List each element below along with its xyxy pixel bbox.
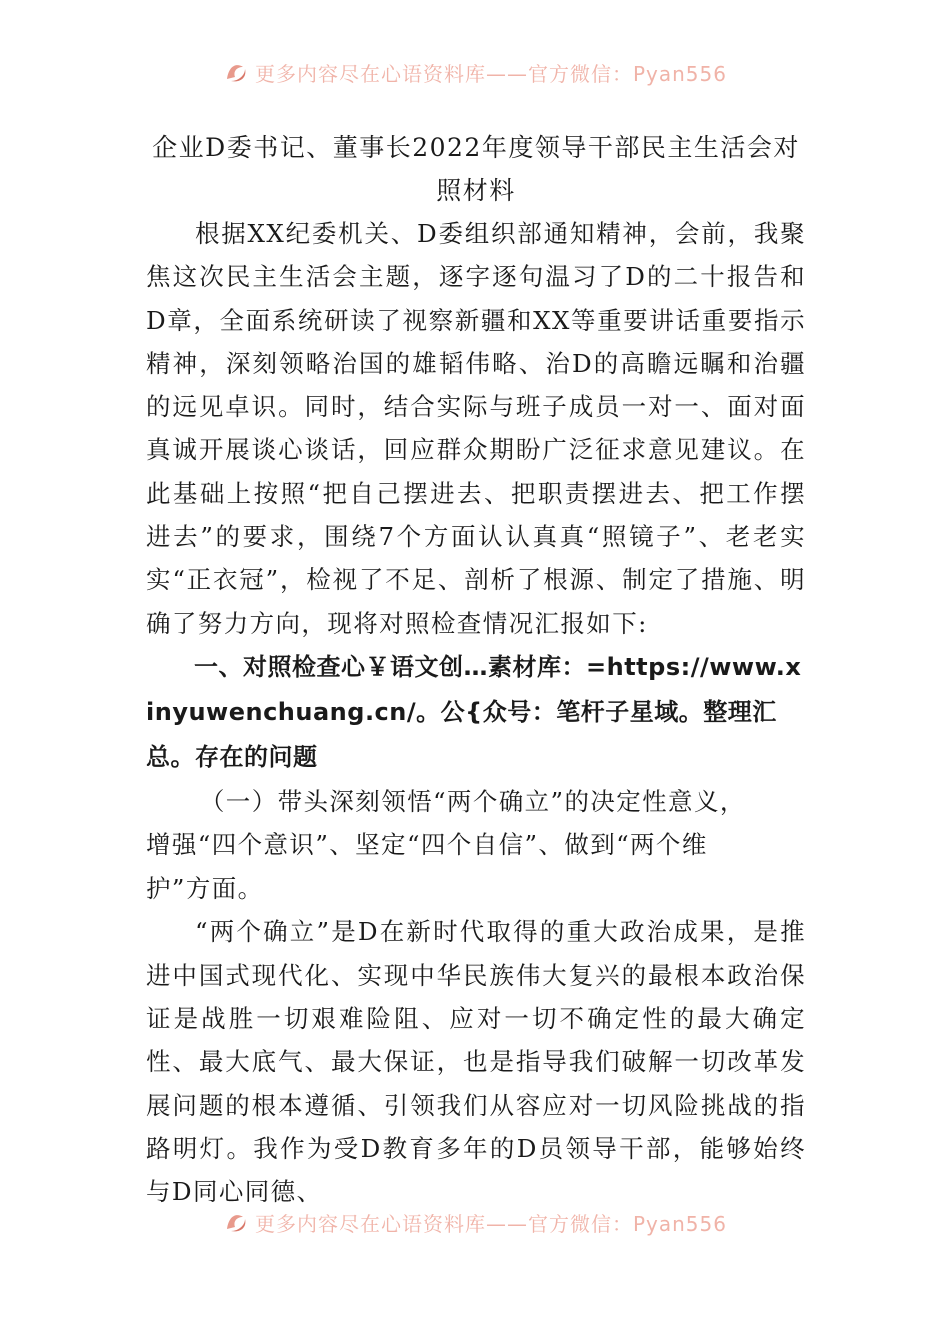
watermark-text: 更多内容尽在心语资料库——官方微信：Pyan556 (254, 1211, 727, 1236)
document-title: 企业D委书记、董事长2022年度领导干部民主生活会对照材料 (152, 133, 800, 205)
brand-logo-icon (223, 59, 249, 85)
document-page (146, 126, 806, 1214)
watermark-header (0, 52, 950, 92)
watermark-footer (0, 1202, 950, 1242)
subsection-heading-1: （一）带头深刻领悟“两个确立”的决定性意义，增强“四个意识”、坚定“四个自信”、做到“两个维护”方面。 (146, 786, 746, 903)
intro-paragraph: 根据XX纪委机关、D委组织部通知精神，会前，我聚焦这次民主生活会主题，逐字逐句温习了D的二十报告和D章，全面系统研读了视察新疆和XX等重要讲话重要指示精神，深刻领略治国的雄韬伟略、治D的高瞻远瞩和治疆的远见卓识。同时，结合实际与班子成员一对一、面对面真诚开展谈心谈话，回应群众期盼广泛征求意见建议。在此基础上按照“把自己摆进去、把职责摆进去、把工作摆进去”的要求，围绕7个方面认认真真“照镜子”、老老实实“正衣冠”，检视了不足、剖析了根源、制定了措施、明确了努力方向，现将对照检查情况汇报如下: (146, 219, 806, 638)
section-heading-1: 一、对照检查心￥语文创…素材库：=https://www.xinyuwenchuang.cn/。公{众号：笔杆子星域。整理汇总。存在的问题 (146, 652, 802, 771)
watermark-text: 更多内容尽在心语资料库——官方微信：Pyan556 (254, 61, 727, 86)
body-paragraph-1: “两个确立”是D在新时代取得的重大政治成果，是推进中国式现代化、实现中华民族伟大复兴的最根本政治保证是战胜一切艰难险阻、应对一切不确定性的最大确定性、最大底气、最大保证，也是指导我们破解一切改革发展问题的根本遵循、引领我们从容应对一切风险挑战的指路明灯。我作为受D教育多年的D员领导干部，能够始终与D同心同德、 (146, 917, 806, 1207)
brand-logo-icon (223, 1209, 249, 1235)
